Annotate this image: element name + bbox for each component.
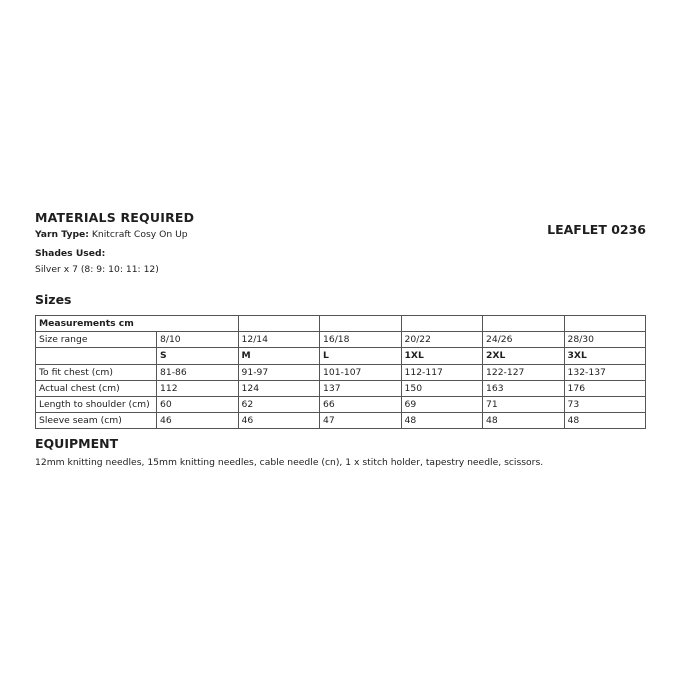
table-cell: 71: [483, 396, 565, 412]
size-range-cell: 28/30: [564, 332, 646, 348]
yarn-label: Yarn Type:: [35, 229, 89, 240]
table-cell: 122-127: [483, 364, 565, 380]
yarn-value: Knitcraft Cosy On Up: [91, 229, 188, 240]
table-cell: 81-86: [157, 364, 239, 380]
table-cell: 60: [157, 396, 239, 412]
table-cell: 46: [238, 413, 320, 429]
table-cell: 112: [157, 380, 239, 396]
table-cell: 137: [320, 380, 402, 396]
table-cell: [564, 316, 646, 332]
table-header-row: [36, 316, 646, 332]
shades-value: Silver x 7 (8: 9: 10: 11: 12): [35, 264, 159, 275]
table-cell: [483, 316, 565, 332]
table-cell: 73: [564, 396, 646, 412]
size-range-cell: 12/14: [238, 332, 320, 348]
table-row: [36, 348, 646, 364]
size-code-cell: S: [157, 348, 239, 364]
table-cell: 48: [401, 413, 483, 429]
sizes-table: [35, 315, 646, 429]
table-cell: 62: [238, 396, 320, 412]
size-code-cell: 1XL: [401, 348, 483, 364]
measurements-header: Measurements cm: [36, 316, 239, 332]
table-cell: 91-97: [238, 364, 320, 380]
table-cell: 66: [320, 396, 402, 412]
materials-title: MATERIALS REQUIRED: [35, 210, 195, 225]
size-range-cell: 16/18: [320, 332, 402, 348]
shades-label-text: Shades Used:: [35, 248, 106, 259]
row-label: Length to shoulder (cm): [36, 396, 157, 412]
table-row: [36, 332, 646, 348]
table-cell: [401, 316, 483, 332]
table-cell: [238, 316, 320, 332]
equipment-title: EQUIPMENT: [35, 436, 119, 451]
row-label: To fit chest (cm): [36, 364, 157, 380]
table-row: [36, 364, 646, 380]
table-row: [36, 413, 646, 429]
size-range-cell: 24/26: [483, 332, 565, 348]
row-label: [36, 348, 157, 364]
yarn-line: [35, 229, 188, 241]
row-label: Size range: [36, 332, 157, 348]
table-row: [36, 396, 646, 412]
leaflet-code: LEAFLET 0236: [547, 222, 646, 237]
size-code-cell: 3XL: [564, 348, 646, 364]
table-cell: 101-107: [320, 364, 402, 380]
size-code-cell: L: [320, 348, 402, 364]
table-cell: 150: [401, 380, 483, 396]
table-cell: 48: [483, 413, 565, 429]
table-cell: [320, 316, 402, 332]
size-code-cell: M: [238, 348, 320, 364]
row-label: Actual chest (cm): [36, 380, 157, 396]
size-code-cell: 2XL: [483, 348, 565, 364]
table-cell: 48: [564, 413, 646, 429]
equipment-text: 12mm knitting needles, 15mm knitting needles, cable needle (cn), 1 x stitch holder, tapestry needle, scissors.: [35, 457, 544, 468]
shades-label: [35, 248, 105, 260]
table-cell: 124: [238, 380, 320, 396]
row-label: Sleeve seam (cm): [36, 413, 157, 429]
table-row: [36, 380, 646, 396]
size-range-cell: 20/22: [401, 332, 483, 348]
table-cell: 163: [483, 380, 565, 396]
table-cell: 69: [401, 396, 483, 412]
table-cell: 46: [157, 413, 239, 429]
table-cell: 176: [564, 380, 646, 396]
table-cell: 112-117: [401, 364, 483, 380]
size-range-cell: 8/10: [157, 332, 239, 348]
sizes-title: Sizes: [35, 292, 72, 307]
table-cell: 47: [320, 413, 402, 429]
table-cell: 132-137: [564, 364, 646, 380]
